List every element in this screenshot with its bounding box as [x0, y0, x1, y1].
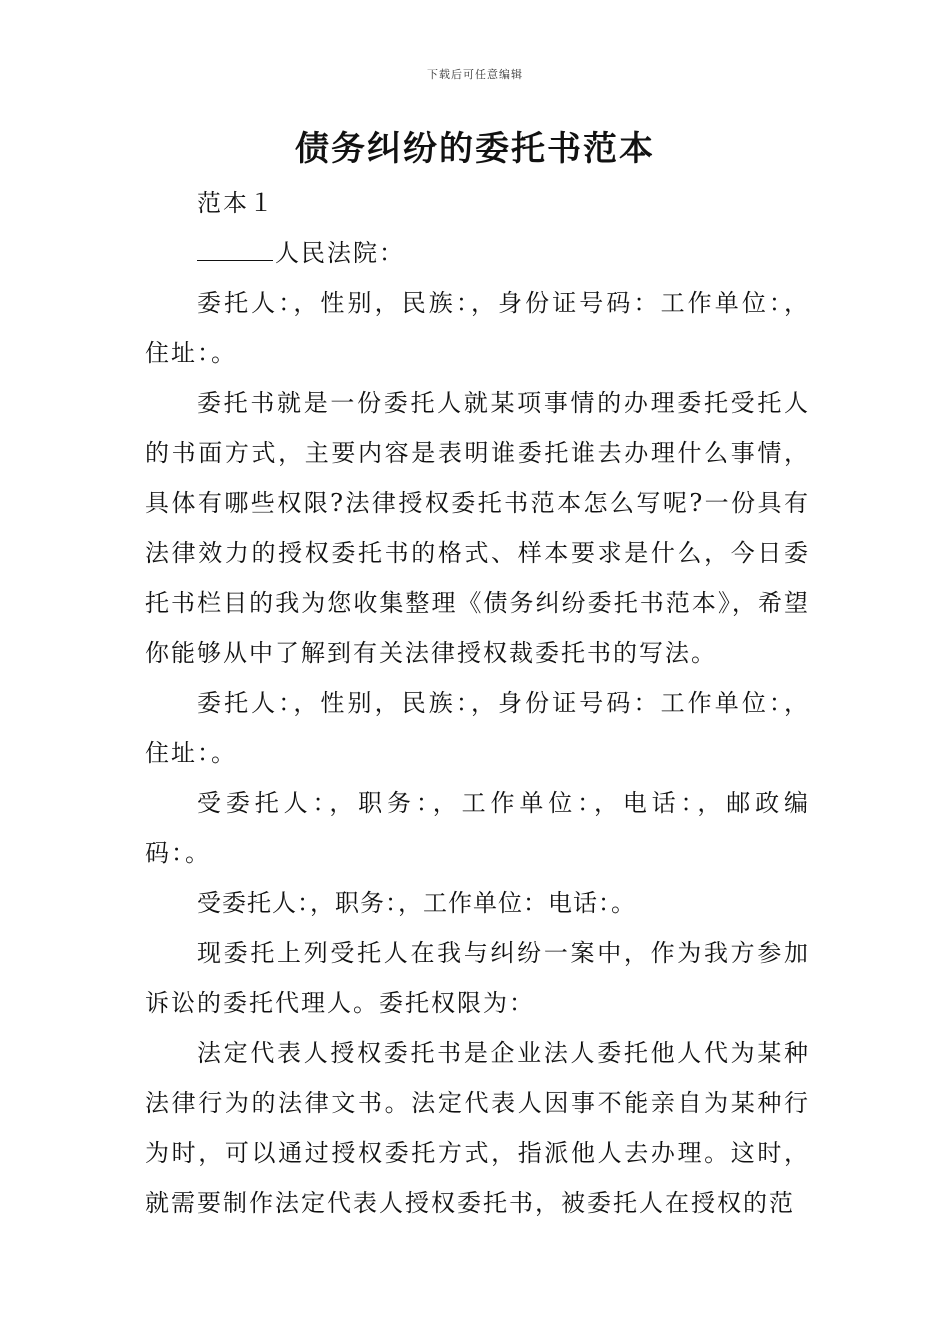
section-label: 范本１ [197, 189, 275, 217]
paragraph-intro: 委托书就是一份委托人就某项事情的办理委托受托人的书面方式，主要内容是表明谁委托谁去办理什么事情，具体有哪些权限?法律授权委托书范本怎么写呢?一份具有法律效力的授权委托书的格式、样本要求是什么，今日委托书栏目的我为您收集整理《债务纠纷委托书范本》，希望你能够从中了解到有关法律授权裁委托书的写法。 [145, 389, 810, 667]
document-body [145, 178, 810, 1228]
header-note: 下载后可任意编辑 [427, 68, 523, 81]
paragraph-agent-2: 受委托人：，职务：，工作单位：电话：。 [197, 889, 636, 917]
paragraph-agent-1: 受委托人：，职务：，工作单位：，电话：，邮政编码：。 [145, 789, 810, 867]
court-name-blank [197, 240, 273, 261]
paragraph-legal-rep: 法定代表人授权委托书是企业法人委托他人代为某种法律行为的法律文书。法定代表人因事不能亲自为某种行为时，可以通过授权委托方式，指派他人去办理。这时，就需要制作法定代表人授权委托书，被委托人在授权的范 [145, 1039, 810, 1217]
paragraph-principal-2: 委托人：，性别，民族：，身份证号码：工作单位：，住址：。 [145, 689, 810, 767]
document-title: 债务纠纷的委托书范本 [295, 129, 655, 169]
paragraph-entrust: 现委托上列受托人在我与纠纷一案中，作为我方参加诉讼的委托代理人。委托权限为： [145, 939, 810, 1017]
paragraph-principal-1: 委托人：，性别，民族：，身份证号码：工作单位：，住址：。 [145, 289, 810, 367]
court-line [145, 228, 810, 278]
court-suffix: 人民法院： [275, 239, 405, 267]
